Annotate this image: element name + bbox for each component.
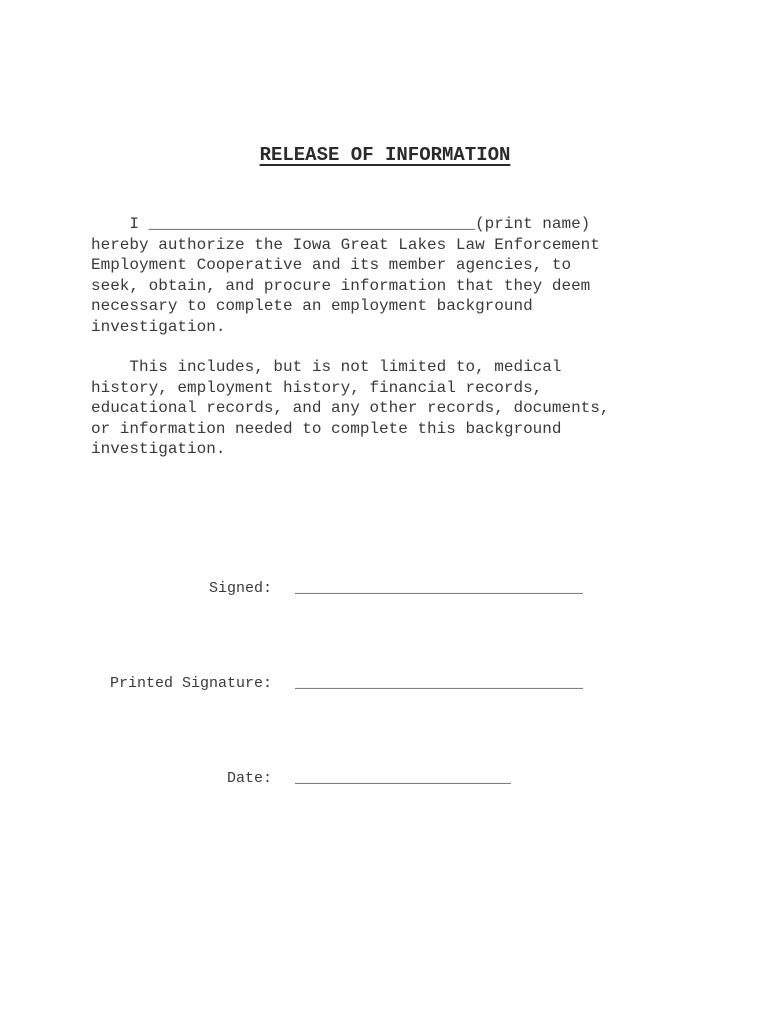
scope-paragraph: This includes, but is not limited to, medical history, employment history, financial records, educational records, and any other records, documents, or information needed to complete this background investigation. [91,358,610,459]
document-title [0,144,770,166]
date-label: Date: [226,770,272,787]
date-row [0,770,770,792]
signed-label: Signed: [208,580,272,597]
date-line: ________________________ [295,770,512,787]
document-title-text: RELEASE OF INFORMATION [259,144,511,166]
signed-row [0,580,770,602]
printed-signature-line: ________________________________ [295,675,584,692]
authorization-paragraph: I __________________________________(print name) hereby authorize the Iowa Great Lakes Law Enforcement Employment Cooperative and its member agencies, to seek, obtain, and procure information that they deem necessary to complete an employment background investigation. [91,215,600,336]
printed-signature-label: Printed Signature: [109,675,272,692]
printed-signature-row [0,675,770,697]
signed-line: ________________________________ [295,580,584,597]
